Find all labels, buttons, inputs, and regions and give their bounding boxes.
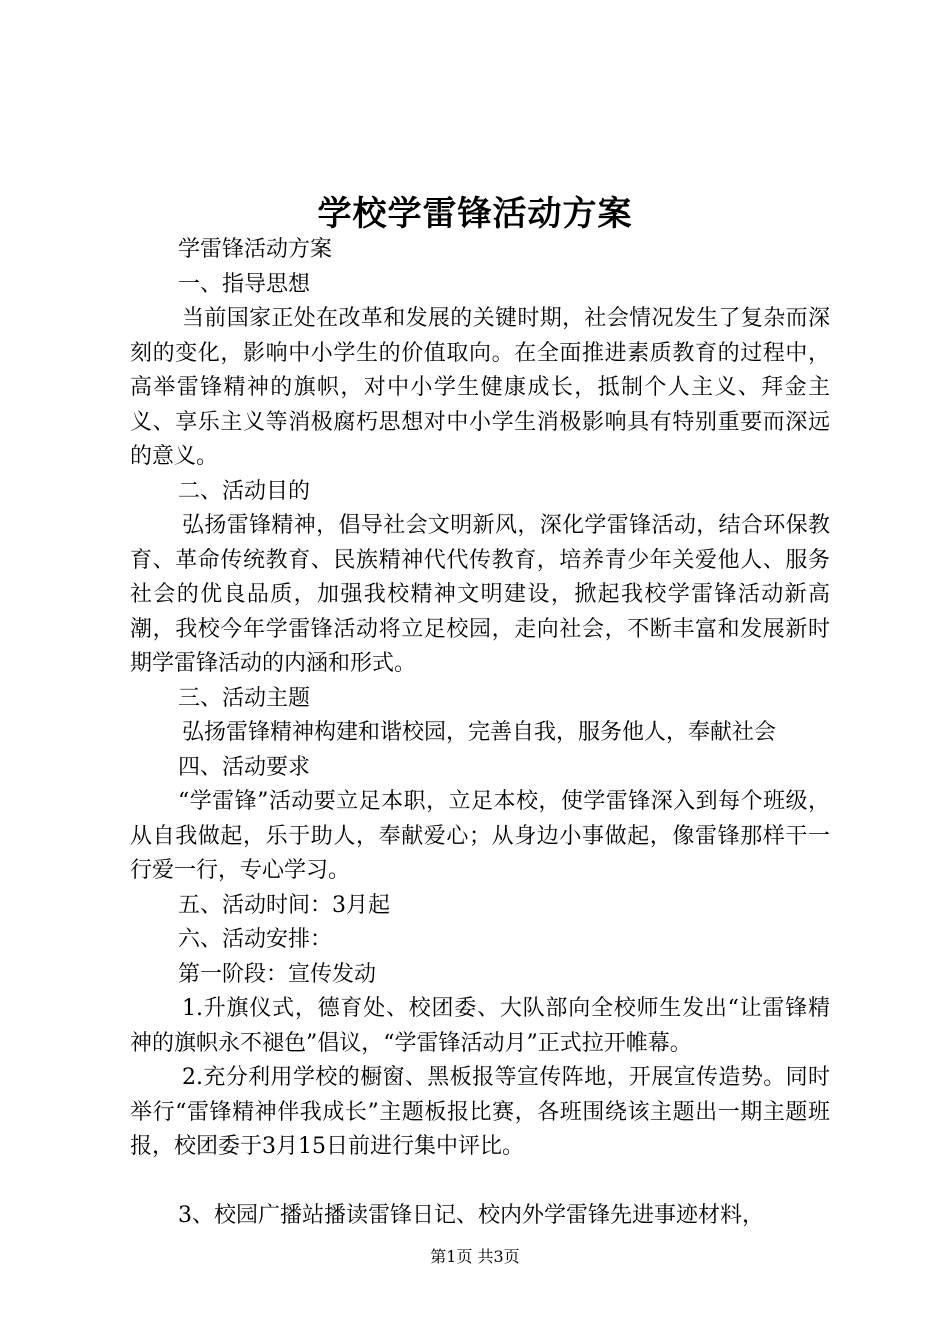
page-footer: 第1页 共3页 (430, 1247, 520, 1266)
heading-activity-theme: 三、活动主题 (178, 685, 311, 711)
paragraph-activity-requirements: “学雷锋”活动要立足本职，立足本校，使学雷锋深入到每个班级，从自我做起，乐于助人，奉献爱心；从身边小事做起，像雷锋那样干一行爱一行，专心学习。 (130, 789, 830, 883)
paragraph-subtitle: 学雷锋活动方案 (178, 237, 333, 262)
document-title: 学校学雷锋活动方案 (317, 194, 633, 234)
paragraph-gap (130, 1165, 830, 1199)
document-body (130, 233, 830, 1233)
heading-guiding-thought: 一、指导思想 (178, 271, 311, 297)
paragraph-item-2: 2.充分利用学校的橱窗、黑板报等宣传阵地，开展宣传造势。同时举行“雷锋精神伴我成长”主题板报比赛，各班围绕该主题出一期主题班报，校团委于3月15日前进行集中评比。 (130, 1065, 830, 1159)
paragraph-activity-theme: 弘扬雷锋精神构建和谐校园，完善自我，服务他人，奉献社会 (182, 720, 777, 745)
heading-activity-purpose: 二、活动目的 (178, 478, 311, 504)
paragraph-item-1: 1.升旗仪式，德育处、校团委、大队部向全校师生发出“让雷锋精神的旗帜永不褪色”倡议，“学雷锋活动月”正式拉开帷幕。 (130, 996, 830, 1056)
paragraph-activity-purpose: 弘扬雷锋精神，倡导社会文明新风，深化学雷锋活动，结合环保教育、革命传统教育、民族精神代代传教育，培养青少年关爱他人、服务社会的优良品质，加强我校精神文明建设，掀起我校学雷锋活动新高潮，我校今年学雷锋活动将立足校园，走向社会，不断丰富和发展新时期学雷锋活动的内涵和形式。 (130, 513, 830, 676)
heading-activity-arrangement: 六、活动安排： (178, 927, 333, 952)
paragraph-item-3: 3、校园广播站播读雷锋日记、校内外学雷锋先进事迹材料， (178, 1202, 764, 1228)
heading-stage-one: 第一阶段：宣传发动 (178, 961, 377, 987)
heading-activity-time: 五、活动时间：3月起 (178, 892, 390, 918)
paragraph-guiding-thought: 当前国家正处在改革和发展的关键时期，社会情况发生了复杂而深刻的变化，影响中小学生的价值取向。在全面推进素质教育的过程中，高举雷锋精神的旗帜，对中小学生健康成长，抵制个人主义、拜金主义、享乐主义等消极腐朽思想对中小学生消极影响具有特别重要而深远的意义。 (130, 306, 830, 469)
heading-activity-requirements: 四、活动要求 (178, 754, 311, 780)
